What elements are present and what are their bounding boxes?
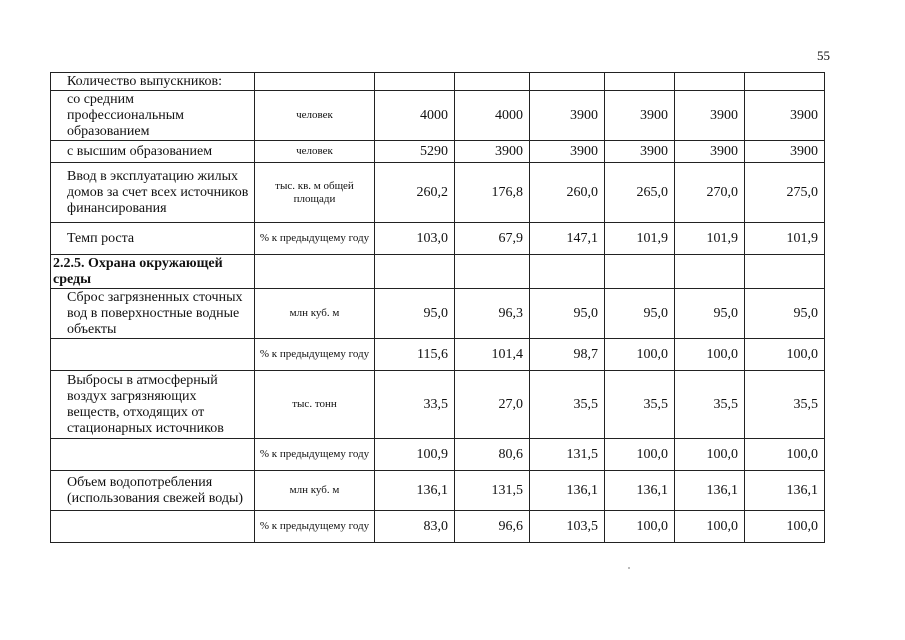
table-cell: 95,0 (375, 289, 455, 339)
row-unit: человек (255, 91, 375, 141)
table-cell: 3900 (745, 141, 825, 163)
table-cell: 100,0 (675, 339, 745, 371)
row-label: с высшим образованием (51, 141, 255, 163)
row-unit: тыс. тонн (255, 371, 375, 439)
table-cell (375, 73, 455, 91)
table-cell: 136,1 (745, 471, 825, 511)
row-label (51, 511, 255, 543)
scan-speck (628, 567, 630, 569)
table-cell: 176,8 (455, 163, 530, 223)
table-cell: 95,0 (675, 289, 745, 339)
table-row (51, 73, 825, 91)
table-cell (455, 255, 530, 289)
table-cell: 3900 (530, 91, 605, 141)
table-row (51, 339, 825, 371)
table-row (51, 223, 825, 255)
table-cell (605, 255, 675, 289)
table-cell: 3900 (675, 91, 745, 141)
table-cell: 100,0 (605, 511, 675, 543)
table-row (51, 91, 825, 141)
row-unit (255, 255, 375, 289)
table-cell: 96,3 (455, 289, 530, 339)
table-cell: 100,0 (675, 511, 745, 543)
table-cell: 100,0 (605, 339, 675, 371)
row-label: Темп роста (51, 223, 255, 255)
table-cell: 260,0 (530, 163, 605, 223)
table-cell: 103,0 (375, 223, 455, 255)
table-row (51, 439, 825, 471)
row-unit: человек (255, 141, 375, 163)
row-unit: % к предыдущему году (255, 511, 375, 543)
row-unit: млн куб. м (255, 471, 375, 511)
row-label (51, 439, 255, 471)
row-unit: тыс. кв. м общей площади (255, 163, 375, 223)
table-cell: 103,5 (530, 511, 605, 543)
row-label: Сброс загрязненных сточных вод в поверхностные водные объекты (51, 289, 255, 339)
table-cell: 260,2 (375, 163, 455, 223)
table-cell: 100,0 (745, 339, 825, 371)
table-cell: 83,0 (375, 511, 455, 543)
table-cell: 275,0 (745, 163, 825, 223)
row-label: Объем водопотребления (использования свежей воды) (51, 471, 255, 511)
row-unit (255, 73, 375, 91)
table-cell (745, 73, 825, 91)
row-label (51, 339, 255, 371)
table-cell (530, 255, 605, 289)
page-number: 55 (817, 48, 830, 63)
table-cell: 136,1 (530, 471, 605, 511)
table-row (51, 289, 825, 339)
table-cell: 3900 (455, 141, 530, 163)
table-cell: 67,9 (455, 223, 530, 255)
table-cell: 265,0 (605, 163, 675, 223)
table-cell: 100,0 (605, 439, 675, 471)
table-cell: 98,7 (530, 339, 605, 371)
table-cell: 131,5 (455, 471, 530, 511)
indicators-table (50, 72, 825, 543)
table-cell: 100,0 (675, 439, 745, 471)
table-cell: 100,9 (375, 439, 455, 471)
table-cell: 131,5 (530, 439, 605, 471)
table-cell: 101,9 (745, 223, 825, 255)
table-cell: 136,1 (375, 471, 455, 511)
table-cell: 80,6 (455, 439, 530, 471)
row-unit: млн куб. м (255, 289, 375, 339)
row-unit: % к предыдущему году (255, 439, 375, 471)
table-cell (745, 255, 825, 289)
row-label: со средним профессиональным образованием (51, 91, 255, 141)
section-heading-row (51, 255, 825, 289)
row-unit: % к предыдущему году (255, 339, 375, 371)
table-cell: 3900 (605, 91, 675, 141)
table-cell (375, 255, 455, 289)
table-row (51, 511, 825, 543)
table-cell: 95,0 (530, 289, 605, 339)
table-cell: 136,1 (605, 471, 675, 511)
table-row (51, 371, 825, 439)
table-cell: 27,0 (455, 371, 530, 439)
row-unit: % к предыдущему году (255, 223, 375, 255)
table-cell: 270,0 (675, 163, 745, 223)
table-cell (455, 73, 530, 91)
table-cell (530, 73, 605, 91)
table-cell: 35,5 (530, 371, 605, 439)
table-cell: 3900 (530, 141, 605, 163)
table-cell: 3900 (675, 141, 745, 163)
table-row (51, 163, 825, 223)
table-cell (675, 255, 745, 289)
table-cell: 115,6 (375, 339, 455, 371)
table-cell: 5290 (375, 141, 455, 163)
table-cell: 95,0 (605, 289, 675, 339)
table-cell: 147,1 (530, 223, 605, 255)
table-row (51, 471, 825, 511)
table-cell (605, 73, 675, 91)
table-row (51, 141, 825, 163)
table-cell: 95,0 (745, 289, 825, 339)
table-cell (675, 73, 745, 91)
table-cell: 4000 (455, 91, 530, 141)
table-cell: 136,1 (675, 471, 745, 511)
table-cell: 101,4 (455, 339, 530, 371)
table-cell: 96,6 (455, 511, 530, 543)
table-cell: 35,5 (675, 371, 745, 439)
table-cell: 3900 (745, 91, 825, 141)
table-cell: 35,5 (745, 371, 825, 439)
table-cell: 4000 (375, 91, 455, 141)
table-cell: 33,5 (375, 371, 455, 439)
table-cell: 101,9 (675, 223, 745, 255)
row-label: Количество выпускников: (51, 73, 255, 91)
table-cell: 101,9 (605, 223, 675, 255)
row-label: Выбросы в атмосферный воздух загрязняющих веществ, отходящих от стационарных источников (51, 371, 255, 439)
table-cell: 100,0 (745, 511, 825, 543)
table-cell: 35,5 (605, 371, 675, 439)
section-heading: 2.2.5. Охрана окружающей среды (51, 255, 255, 289)
table-cell: 3900 (605, 141, 675, 163)
table-cell: 100,0 (745, 439, 825, 471)
row-label: Ввод в эксплуатацию жилых домов за счет всех источников финансирования (51, 163, 255, 223)
